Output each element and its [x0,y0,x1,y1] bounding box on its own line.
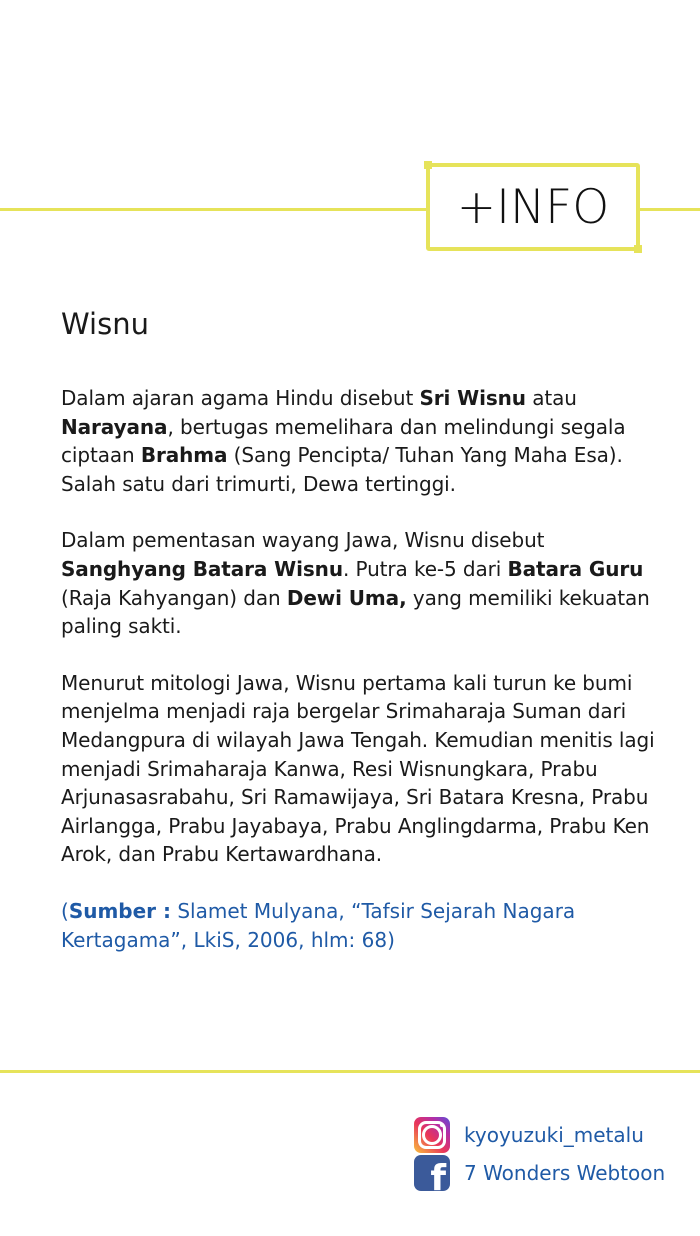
article-paragraph [61,669,661,869]
paragraph-text: Menurut mitologi Jawa, Wisnu pertama kali turun ke bumi menjelma menjadi raja bergelar Srimaharaja Suman dari Medangpura di wilayah Jawa Tengah. Kemudian menitis lagi menjadi Srimaharaja Kanwa, Resi Wisnungkara, Prabu Arjunasasrabahu, Sri Ramawijaya, Sri Batara Kresna, Prabu Airlangga, Prabu Jayabaya, Prabu Anglingdarma, Prabu Ken Arok, dan Prabu Kertawardhana. [61,670,655,867]
bold-term: Narayana [61,414,168,439]
source-text: Slamet Mulyana, “Tafsir Sejarah Nagara Kertagama”, LkiS, 2006, hlm: 68) [61,898,576,952]
article-title: Wisnu [61,307,149,341]
paragraph-text: . Putra ke-5 dari [342,556,508,581]
paragraph-text: , bertugas memelihara dan melindungi segala ciptaan [61,414,626,468]
bold-term: Dewi Uma, [286,585,407,610]
instagram-handle: kyoyuzuki_metalu [464,1123,644,1147]
instagram-link[interactable] [414,1116,694,1154]
paragraph-text: (Sang Pencipta/ Tuhan Yang Maha Esa). Salah satu dari trimurti, Dewa tertinggi. [61,443,623,496]
bold-term: Sri Wisnu [419,386,526,410]
paragraph-text: (Raja Kahyangan) dan [61,585,287,610]
article-body [61,384,661,869]
instagram-icon [414,1117,450,1153]
info-badge [426,163,640,251]
source-citation [61,897,661,954]
facebook-icon: f [414,1155,450,1191]
paragraph-text: Dalam pementasan wayang Jawa, Wisnu disebut [61,528,545,553]
bold-term: Batara Guru [507,556,644,581]
bold-term: Brahma [140,443,228,468]
bold-term: Sanghyang Batara Wisnu [61,556,343,581]
article-paragraph [61,384,661,498]
facebook-link[interactable] [414,1154,694,1192]
article-paragraph [61,526,661,640]
paragraph-text: yang memiliki kekuatan paling sakti. [61,585,650,639]
article [61,300,661,954]
facebook-handle: 7 Wonders Webtoon [464,1161,666,1185]
social-links [414,1116,694,1192]
source-open-paren: ( [61,898,69,923]
bottom-divider-line [0,1070,700,1073]
info-badge-label: +INFO [456,179,610,235]
paragraph-text: Dalam ajaran agama Hindu disebut [61,386,420,410]
source-label: Sumber : [68,898,171,923]
paragraph-text: atau [525,386,577,410]
